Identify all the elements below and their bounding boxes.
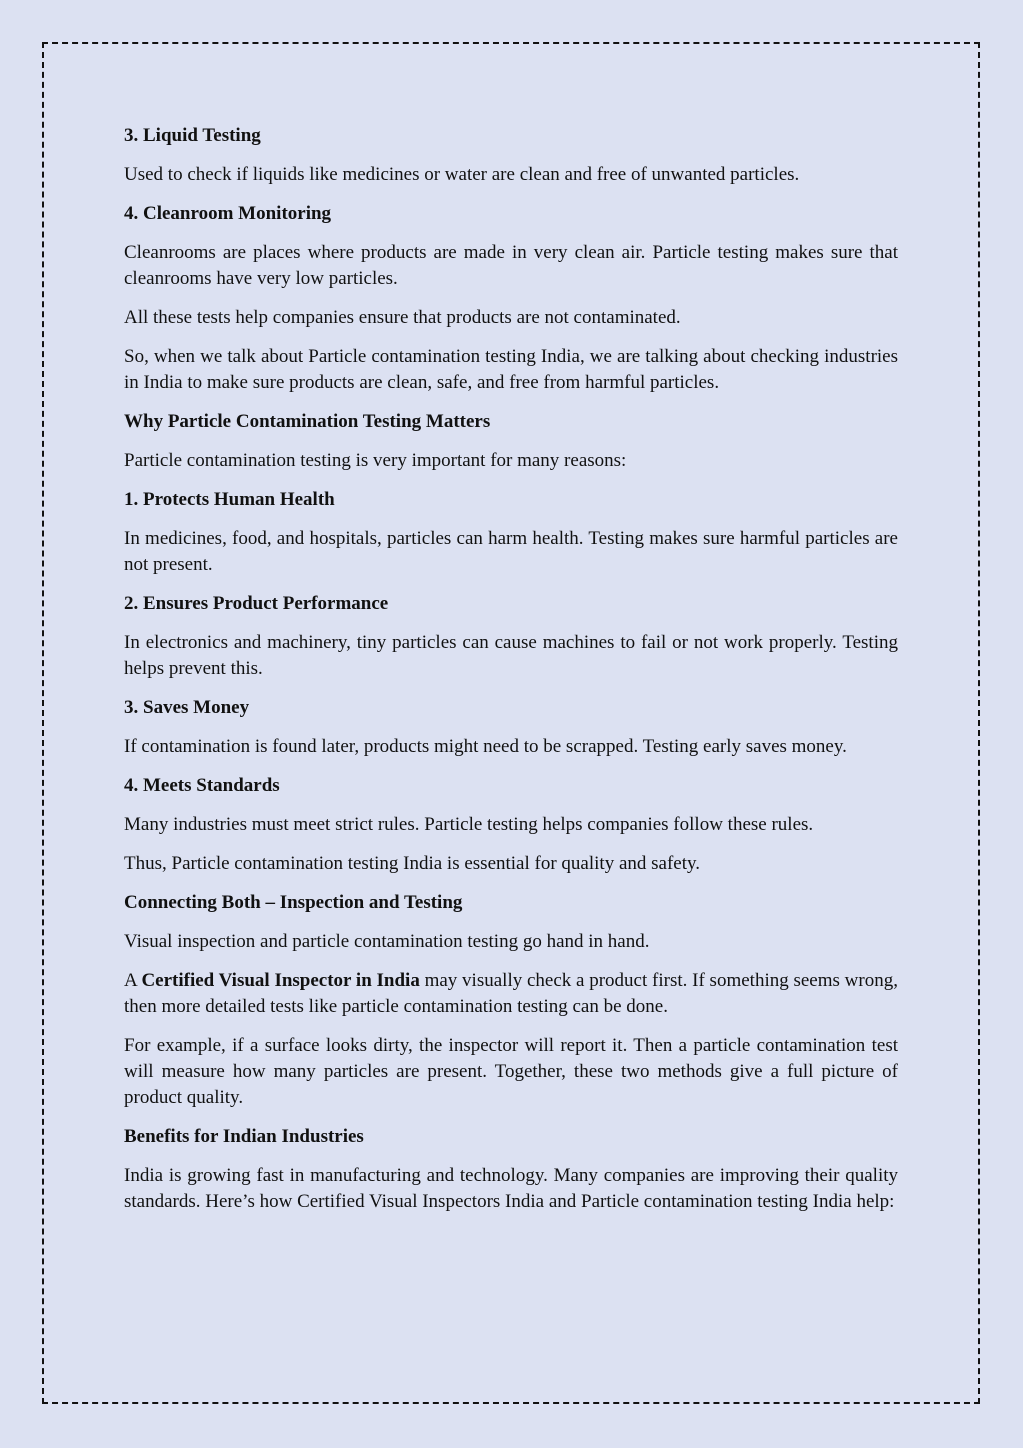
paragraph: In medicines, food, and hospitals, particles can harm health. Testing makes sure harmful particles are not present. [124,528,898,575]
paragraph: Particle contamination testing is very important for many reasons: [124,450,627,471]
section-heading: 3. Liquid Testing [124,125,261,146]
text-span: may visually check a product first. If something seems wrong, then more detailed tests like particle contamination testing can be done. [124,970,898,1017]
section-heading: 2. Ensures Product Performance [124,593,389,614]
paragraph: If contamination is found later, products might need to be scrapped. Testing early saves money. [124,736,847,757]
bold-text: Certified Visual Inspector in India [141,970,420,991]
paragraph: So, when we talk about Particle contamination testing India, we are talking about checking industries in India to make sure products are clean, safe, and free from harmful particles. [124,346,898,393]
paragraph [124,968,898,1020]
section-heading: Benefits for Indian Industries [124,1126,364,1147]
section-heading: 4. Cleanroom Monitoring [124,203,332,224]
paragraph: All these tests help companies ensure that products are not contaminated. [124,307,681,328]
paragraph: Thus, Particle contamination testing India is essential for quality and safety. [124,853,701,874]
section-heading: 4. Meets Standards [124,775,280,796]
section-heading: 1. Protects Human Health [124,489,335,510]
section-heading: Connecting Both – Inspection and Testing [124,892,463,913]
section-heading: Why Particle Contamination Testing Matters [124,411,491,432]
paragraph: Many industries must meet strict rules. Particle testing helps companies follow these rules. [124,814,814,835]
paragraph: Used to check if liquids like medicines or water are clean and free of unwanted particles. [124,164,800,185]
paragraph: India is growing fast in manufacturing and technology. Many companies are improving their quality standards. Here’s how Certified Visual Inspectors India and Particle contamination testing India help: [124,1165,898,1212]
paragraph: For example, if a surface looks dirty, the inspector will report it. Then a particle contamination test will measure how many particles are present. Together, these two methods give a full picture of product quality. [124,1035,898,1108]
paragraph: Cleanrooms are places where products are made in very clean air. Particle testing makes sure that cleanrooms have very low particles. [124,242,898,289]
document-body [124,123,898,1228]
section-heading: 3. Saves Money [124,697,250,718]
paragraph: Visual inspection and particle contamination testing go hand in hand. [124,931,650,952]
text-span: A [124,970,142,991]
paragraph: In electronics and machinery, tiny particles can cause machines to fail or not work properly. Testing helps prevent this. [124,632,898,679]
